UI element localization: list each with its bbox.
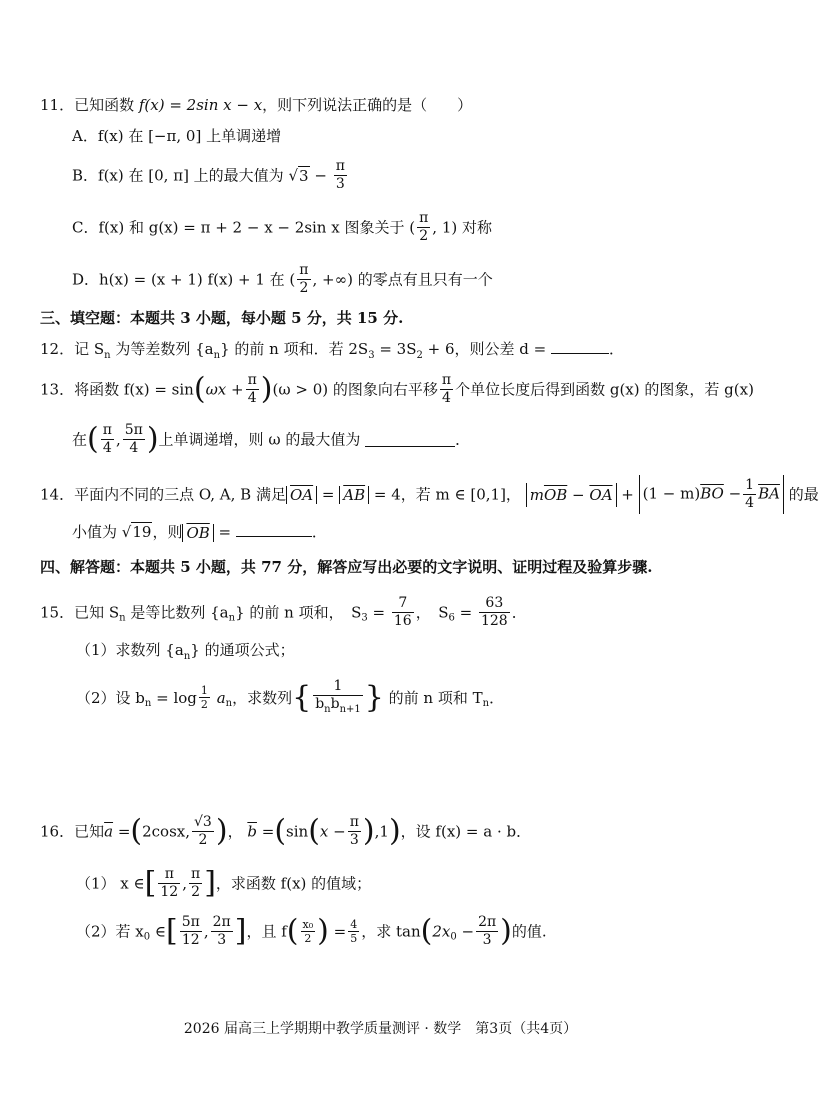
q15-part1: （1）求数列 $\{a_n\}$ 的通项公式； (76, 641, 295, 662)
q13-line2: 在( $\frac{\pi}{4}$ , $\frac{5\pi}{4}$ )上单调递增，则 ω 的最大值为 ． (72, 421, 471, 457)
q11-function: f(x) = 2sin x − x (138, 96, 263, 114)
section-4-title: 四、解答题：本题共 5 小题，共 77 分，解答应写出必要的文字说明、证明过程及验算步骤. (40, 558, 653, 576)
q14-line1: 14．平面内不同的三点 O, A, B 满足 $\overline{OA} = \overline{AB} = 4$，若 m ∈ [0,1]， $m\overline{OB} - \overline{OA} + (1 - m)\overline{BO}$ − $\frac{1}{4}$ $\overline{BA}$ 的最 (40, 475, 819, 514)
q12: 12．记 $S_n$ 为等差数列 $\{a_n\}$ 的前 n 项和．若 $2S_3 = 3S_2 + 6$，则公差 d = ． (40, 340, 625, 361)
q11-option-b: B．f(x) 在 [0, π] 上的最大值为 √3 − $\frac{\pi}{3}$ (72, 158, 345, 192)
q11-option-c: C．f(x) 和 g(x) = π + 2 − x − 2sin x 图象关于 ( $\frac{\pi}{2}$ , 1) 对称 (72, 210, 492, 244)
q11-d-fraction: $\frac{\pi}{2}$ (299, 262, 309, 296)
q16-part1: （1） x ∈[ $\frac{\pi}{12}$ , $\frac{\pi}{2}$ ]，求函数 f(x) 的值域； (76, 865, 372, 901)
q15-stem: 15．已知 $S_n$ 是等比数列 $\{a_n\}$ 的前 n 项和， $S_3$ = $\frac{7}{16}$ ， $S_6$ = $\frac{63}{128}$ ． (40, 595, 527, 629)
section-3-title: 三、填空题：本题共 3 小题，每小题 5 分，共 15 分. (40, 309, 404, 327)
page-footer: 2026 届高三上学期期中教学质量测评 · 数学 第3页（共4页） (183, 1021, 578, 1037)
q11-stem: 11．已知函数 f(x) = 2sin x − x，则下列说法正确的是（ ） (40, 96, 473, 114)
q12-answer-blank[interactable] (551, 339, 609, 354)
q13-answer-blank[interactable] (365, 432, 455, 447)
q16-stem: 16．已知$\overline{a} =(2\cos x$, $\frac{√3}{2}$ )， $\overline{b} =(\sin(x$ − $\frac{\pi}{3}$ ),1)，设 f(x) = a · b． (40, 813, 532, 849)
q11-b-fraction: $\frac{\pi}{3}$ (335, 158, 345, 192)
q11-option-a: A．f(x) 在 [−π, 0] 上单调递增 (72, 127, 282, 145)
q15-part2: （2）设 $b_n = \log$ $\frac{1}{2}$ $a_n$，求数列{ $\frac{1}{b_nb_{n+1}}$ } 的前 n 项和 $T_n$． (76, 678, 505, 715)
q13-line1: 13．将函数 f(x) = sin(ωx + $\frac{\pi}{4}$ )(ω > 0) 的图象向右平移 $\frac{\pi}{4}$ 个单位长度后得到函数 g(x) 的图象，若 g(x) (40, 371, 754, 407)
q14-line2: 小值为 √19，则 $\overline{OB}$ = ． (72, 523, 327, 542)
q11-c-fraction: $\frac{\pi}{2}$ (419, 210, 429, 244)
q14-answer-blank[interactable] (236, 522, 312, 537)
q11-option-d: D．h(x) = (x + 1) f(x) + 1 在 ( $\frac{\pi}{2}$ , +∞) 的零点有且只有一个 (72, 262, 493, 296)
q16-part2: （2）若 $x_0$ ∈[ $\frac{5\pi}{12}$ , $\frac{2\pi}{3}$ ]，且 f( $\frac{\text{x₀}}{2}$ ) = $\frac{4}{5}$ ，求 $\tan(2x_0$ − $\frac{2\pi}{3}$ )的值. (76, 913, 547, 949)
